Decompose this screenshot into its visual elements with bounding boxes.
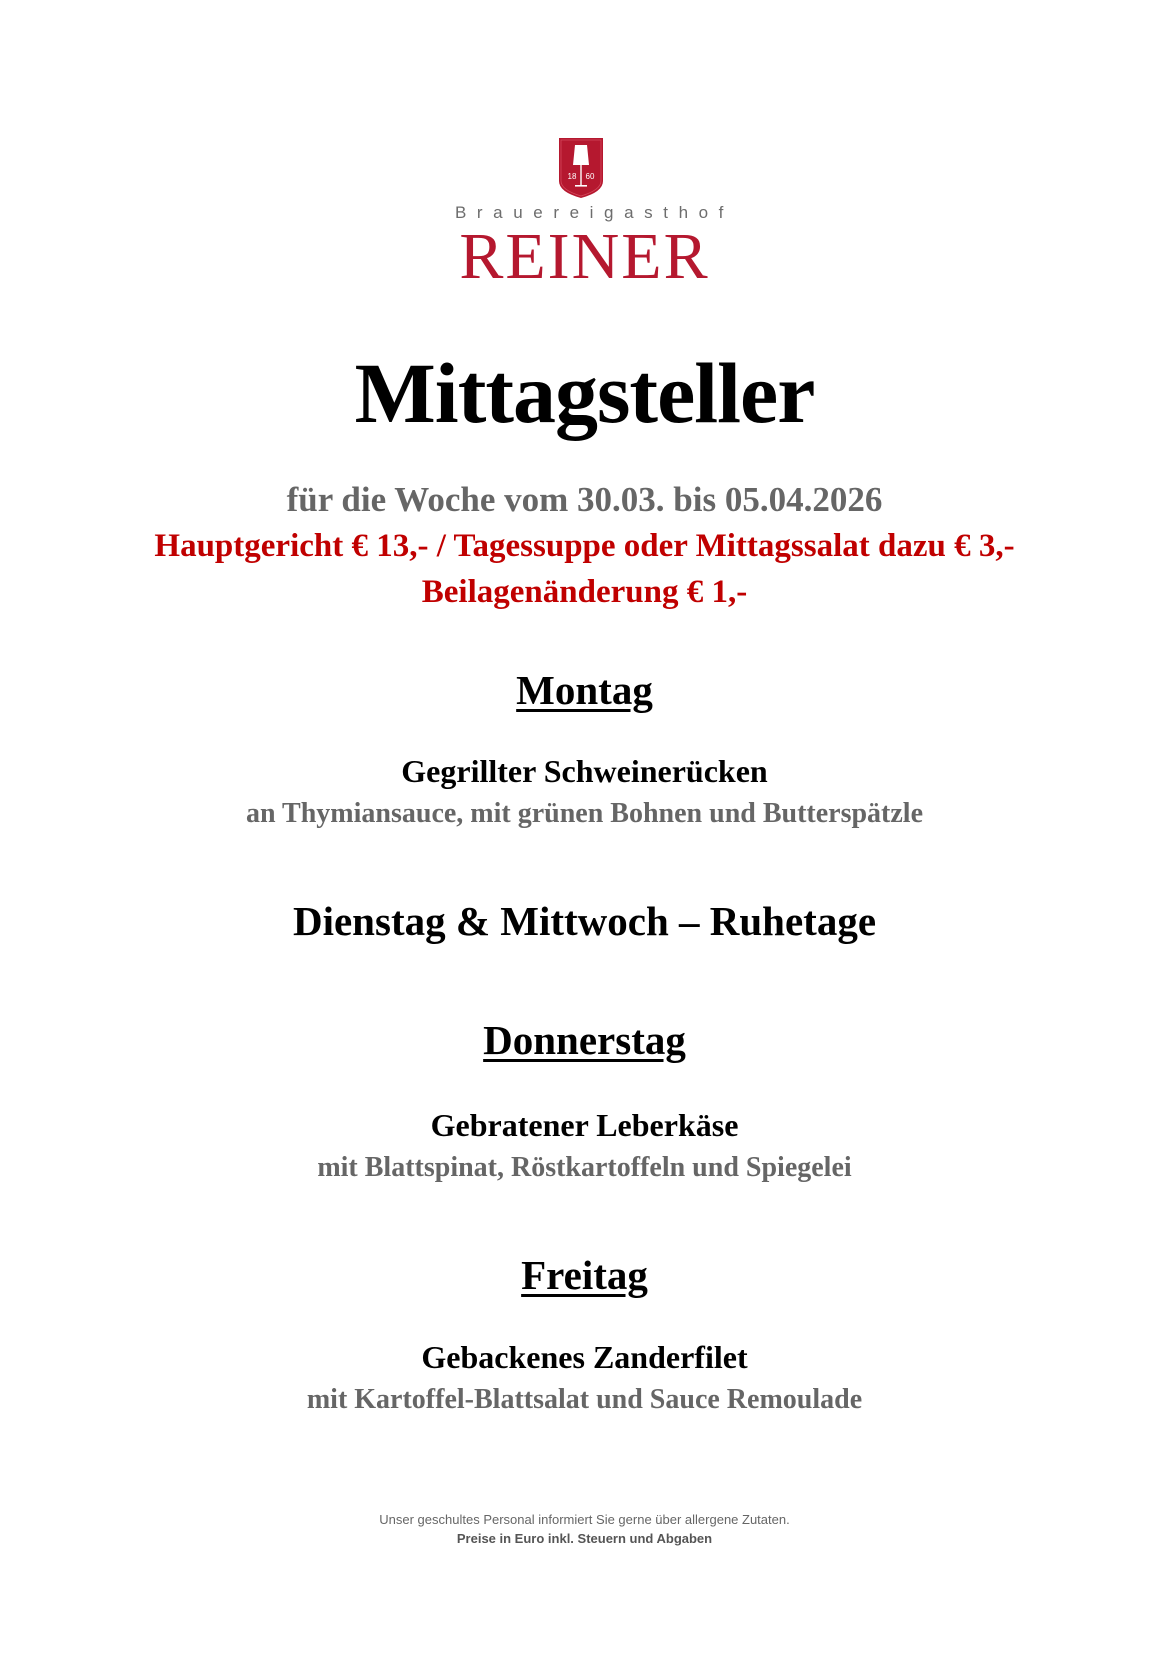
day-label: Freitag <box>521 1252 648 1298</box>
shield-lamp-icon <box>558 137 604 199</box>
dish-name-friday: Gebackenes Zanderfilet <box>421 1339 748 1375</box>
price-info-main: Hauptgericht € 13,- / Tagessuppe oder Mittagssalat dazu € 3,- <box>154 528 1015 564</box>
day-label: Montag <box>516 667 653 713</box>
day-heading-thursday <box>0 1015 1169 1065</box>
dish-name-monday: Gegrillter Schweinerücken <box>401 753 768 789</box>
dish-sides-thursday: mit Blattspinat, Röstkartoffeln und Spiegelei <box>317 1152 852 1183</box>
brand-name: REINER <box>459 220 710 293</box>
page-title: Mittagsteller <box>354 345 815 441</box>
dish-sides-monday: an Thymiansauce, mit grünen Bohnen und Butterspätzle <box>245 798 924 829</box>
rest-days-heading: Dienstag & Mittwoch – Ruhetage <box>292 898 877 944</box>
day-label: Donnerstag <box>483 1017 686 1063</box>
price-info-side-change: Beilagenänderung € 1,- <box>421 574 748 610</box>
dish-name-thursday: Gebratener Leberkäse <box>430 1107 739 1143</box>
day-heading-friday <box>0 1250 1169 1300</box>
brand-subtitle: Brauereigasthof <box>454 203 735 222</box>
week-range: für die Woche vom 30.03. bis 05.04.2026 <box>286 480 883 519</box>
allergen-note: Unser geschultes Personal informiert Sie gerne über allergene Zutaten. <box>379 1512 790 1527</box>
dish-sides-friday: mit Kartoffel-Blattsalat und Sauce Remoulade <box>306 1384 863 1415</box>
svg-text:60: 60 <box>585 172 595 181</box>
price-note: Preise in Euro inkl. Steuern und Abgaben <box>456 1531 713 1546</box>
svg-text:18: 18 <box>567 172 577 181</box>
day-heading-monday <box>0 665 1169 715</box>
